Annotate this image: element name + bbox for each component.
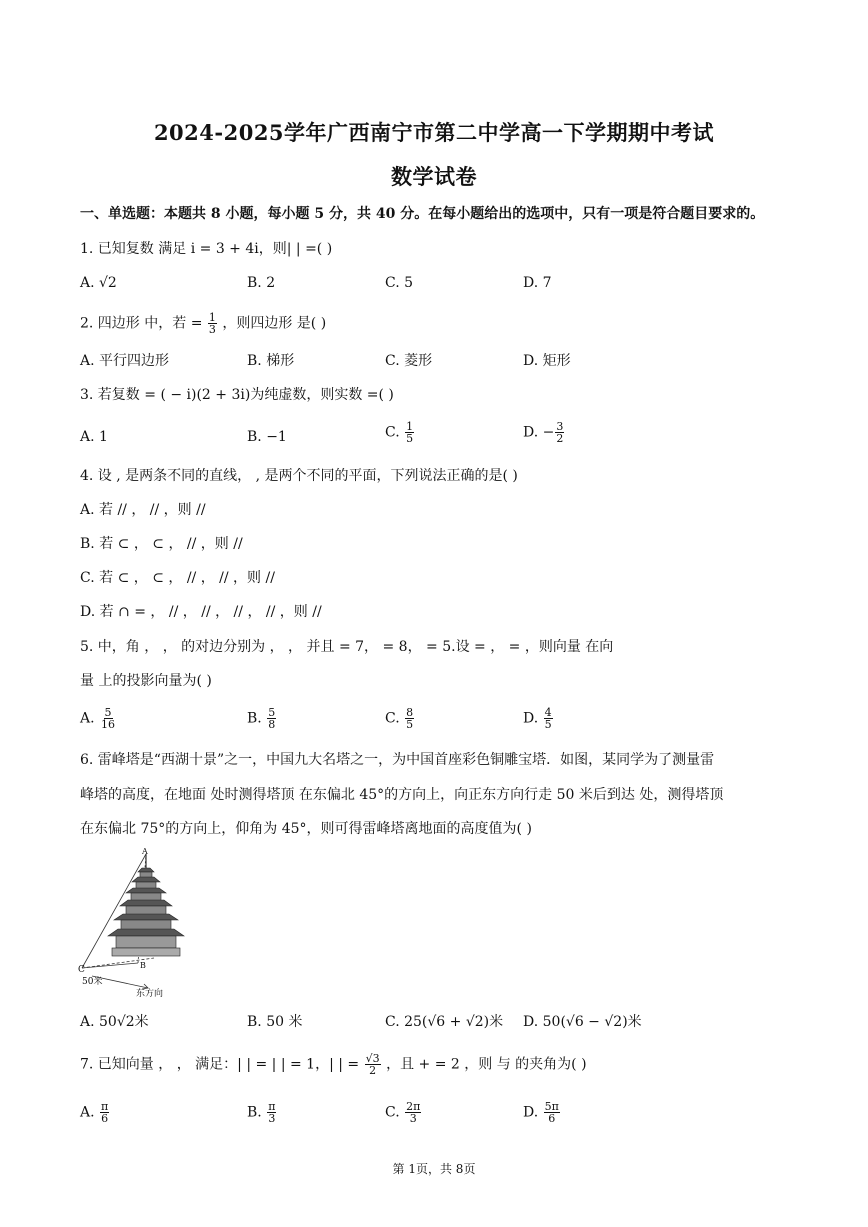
q1-option-d: D. 7	[523, 275, 552, 291]
q2-stem	[80, 312, 326, 335]
q7-d-num: 5π	[544, 1100, 559, 1113]
q6-option-b: B. 50 米	[247, 1014, 303, 1030]
q7-stem-part1: 7. 已知向量 ， ， 满足：| | = | | = 1，| | =	[80, 1056, 360, 1073]
q7-b-prefix: B.	[247, 1104, 267, 1121]
q5-b-num: 5	[268, 706, 276, 719]
q4-option-d: D. 若 ∩ = ， // ， // ， // ， // ，则 //	[80, 604, 322, 620]
q5-stem-line2: 量 上的投影向量为( )	[80, 673, 212, 689]
q3-option-a: A. 1	[80, 429, 108, 445]
q2-option-c: C. 菱形	[385, 353, 433, 369]
q3-stem: 3. 若复数 = ( − i)(2 + 3i)为纯虚数，则实数 =( )	[80, 387, 394, 403]
q3-option-b: B. −1	[247, 429, 287, 445]
q5-option-d	[523, 707, 554, 730]
q4-option-c: C. 若 ⊂ ， ⊂ ， // ， // ，则 //	[80, 570, 275, 586]
fig-label-c: C	[78, 965, 85, 975]
q7-option-a	[80, 1101, 110, 1124]
q7-d-prefix: D.	[523, 1104, 543, 1121]
q7-option-b	[247, 1101, 277, 1124]
q7-b-den: 3	[268, 1112, 276, 1125]
fig-label-b: B	[140, 961, 146, 970]
q1-option-a: A. √2	[80, 275, 117, 291]
q6-option-d: D. 50(√6 − √2)米	[523, 1014, 642, 1030]
q6-option-c: C. 25(√6 + √2)米	[385, 1014, 504, 1030]
q2-option-b: B. 梯形	[247, 353, 295, 369]
q7-stem	[80, 1053, 587, 1076]
q7-a-den: 6	[101, 1112, 109, 1125]
q7-fraction	[365, 1053, 381, 1076]
q7-option-c	[385, 1101, 422, 1124]
q7-c-prefix: C.	[385, 1104, 405, 1121]
q7-frac-den: 2	[369, 1064, 377, 1077]
q5-stem-line1: 5. 中，角 ， ， 的对边分别为 ， ， 并且 = 7， = 8， = 5.设 = ， = ，则向量 在向	[80, 639, 614, 655]
exam-title: 2024-2025学年广西南宁市第二中学高一下学期期中考试	[153, 120, 715, 145]
q3-c-prefix: C.	[385, 424, 405, 441]
pagoda-tiers	[108, 868, 184, 956]
q3-d-den: 2	[556, 432, 564, 445]
q1-option-b: B. 2	[247, 275, 276, 291]
q5-b-fraction	[267, 707, 276, 730]
q1-option-c: C. 5	[385, 275, 414, 291]
q5-c-num: 8	[406, 706, 414, 719]
q6-stem-line2: 峰塔的高度，在地面 处时测得塔顶 在东偏北 45°的方向上，向正东方向行走 50 米后到达 处，测得塔顶	[80, 787, 724, 803]
q2-fraction	[208, 312, 217, 335]
q4-stem: 4. 设 , 是两条不同的直线， , 是两个不同的平面，下列说法正确的是( )	[80, 468, 518, 484]
q1-stem: 1. 已知复数 满足 i = 3 + 4i，则| | =( )	[80, 241, 333, 257]
q6-option-a: A. 50√2米	[80, 1014, 149, 1030]
q6-stem-line1: 6. 雷峰塔是“西湖十景”之一，中国九大名塔之一，为中国首座彩色铜雕宝塔．如图，某同学为了测量雷	[80, 752, 715, 768]
q7-d-den: 6	[548, 1112, 556, 1125]
fig-label-a: A	[142, 848, 148, 856]
q3-c-fraction	[405, 421, 414, 444]
q3-d-num: 3	[556, 420, 564, 433]
q7-b-fraction	[267, 1101, 276, 1124]
exam-subtitle: 数学试卷	[391, 164, 477, 189]
q3-option-d	[523, 421, 565, 444]
q5-a-prefix: A.	[80, 710, 100, 727]
q7-b-num: π	[268, 1100, 276, 1113]
q3-option-c	[385, 421, 415, 444]
q2-frac-num: 1	[208, 311, 216, 324]
q5-d-den: 5	[544, 718, 552, 731]
q2-stem-part1: 2. 四边形 中，若 =	[80, 315, 203, 332]
q7-c-fraction	[405, 1101, 421, 1124]
q5-b-prefix: B.	[247, 710, 267, 727]
fig-label-direction: 东方向	[136, 989, 164, 998]
section-heading: 一、单选题：本题共 8 小题，每小题 5 分，共 40 分。在每小题给出的选项中，只有一项是符合题目要求的。	[80, 206, 765, 222]
q2-stem-part2: ，则四边形 是( )	[222, 315, 327, 332]
q6-stem-line3: 在东偏北 75°的方向上，仰角为 45°，则可得雷峰塔离地面的高度值为( )	[80, 821, 532, 837]
q5-option-a	[80, 707, 117, 730]
q7-a-fraction	[100, 1101, 109, 1124]
q7-stem-part2: ，且 + = 2 ，则 与 的夹角为( )	[386, 1056, 587, 1073]
q3-d-fraction	[555, 421, 564, 444]
pagoda-figure	[78, 848, 188, 998]
q5-option-c	[385, 707, 415, 730]
q7-frac-num: √3	[365, 1052, 380, 1065]
q4-option-a: A. 若 // ， // ，则 //	[80, 502, 206, 518]
q7-a-num: π	[101, 1100, 109, 1113]
q2-option-a: A. 平行四边形	[80, 353, 170, 369]
q7-c-num: 2π	[406, 1100, 421, 1113]
q2-frac-den: 3	[208, 323, 216, 336]
fig-label-distance: 50米	[82, 977, 103, 987]
q7-option-d	[523, 1101, 561, 1124]
q5-c-prefix: C.	[385, 710, 405, 727]
q3-d-prefix: D. −	[523, 424, 555, 441]
q3-c-num: 1	[406, 420, 414, 433]
q5-c-fraction	[405, 707, 414, 730]
q7-c-den: 3	[409, 1112, 417, 1125]
q2-option-d: D. 矩形	[523, 353, 571, 369]
q5-b-den: 8	[268, 718, 276, 731]
ground-line	[82, 963, 138, 968]
q5-a-den: 16	[101, 718, 116, 731]
q5-a-num: 5	[104, 706, 112, 719]
page-footer: 第 1页，共 8页	[392, 1162, 476, 1176]
q7-a-prefix: A.	[80, 1104, 100, 1121]
q5-option-b	[247, 707, 277, 730]
q5-d-prefix: D.	[523, 710, 543, 727]
q5-d-num: 4	[544, 706, 552, 719]
q5-a-fraction	[100, 707, 116, 730]
q3-c-den: 5	[406, 432, 414, 445]
q5-d-fraction	[544, 707, 553, 730]
q4-option-b: B. 若 ⊂ ， ⊂ ， // ，则 //	[80, 536, 243, 552]
q5-c-den: 5	[406, 718, 414, 731]
q7-d-fraction	[544, 1101, 560, 1124]
